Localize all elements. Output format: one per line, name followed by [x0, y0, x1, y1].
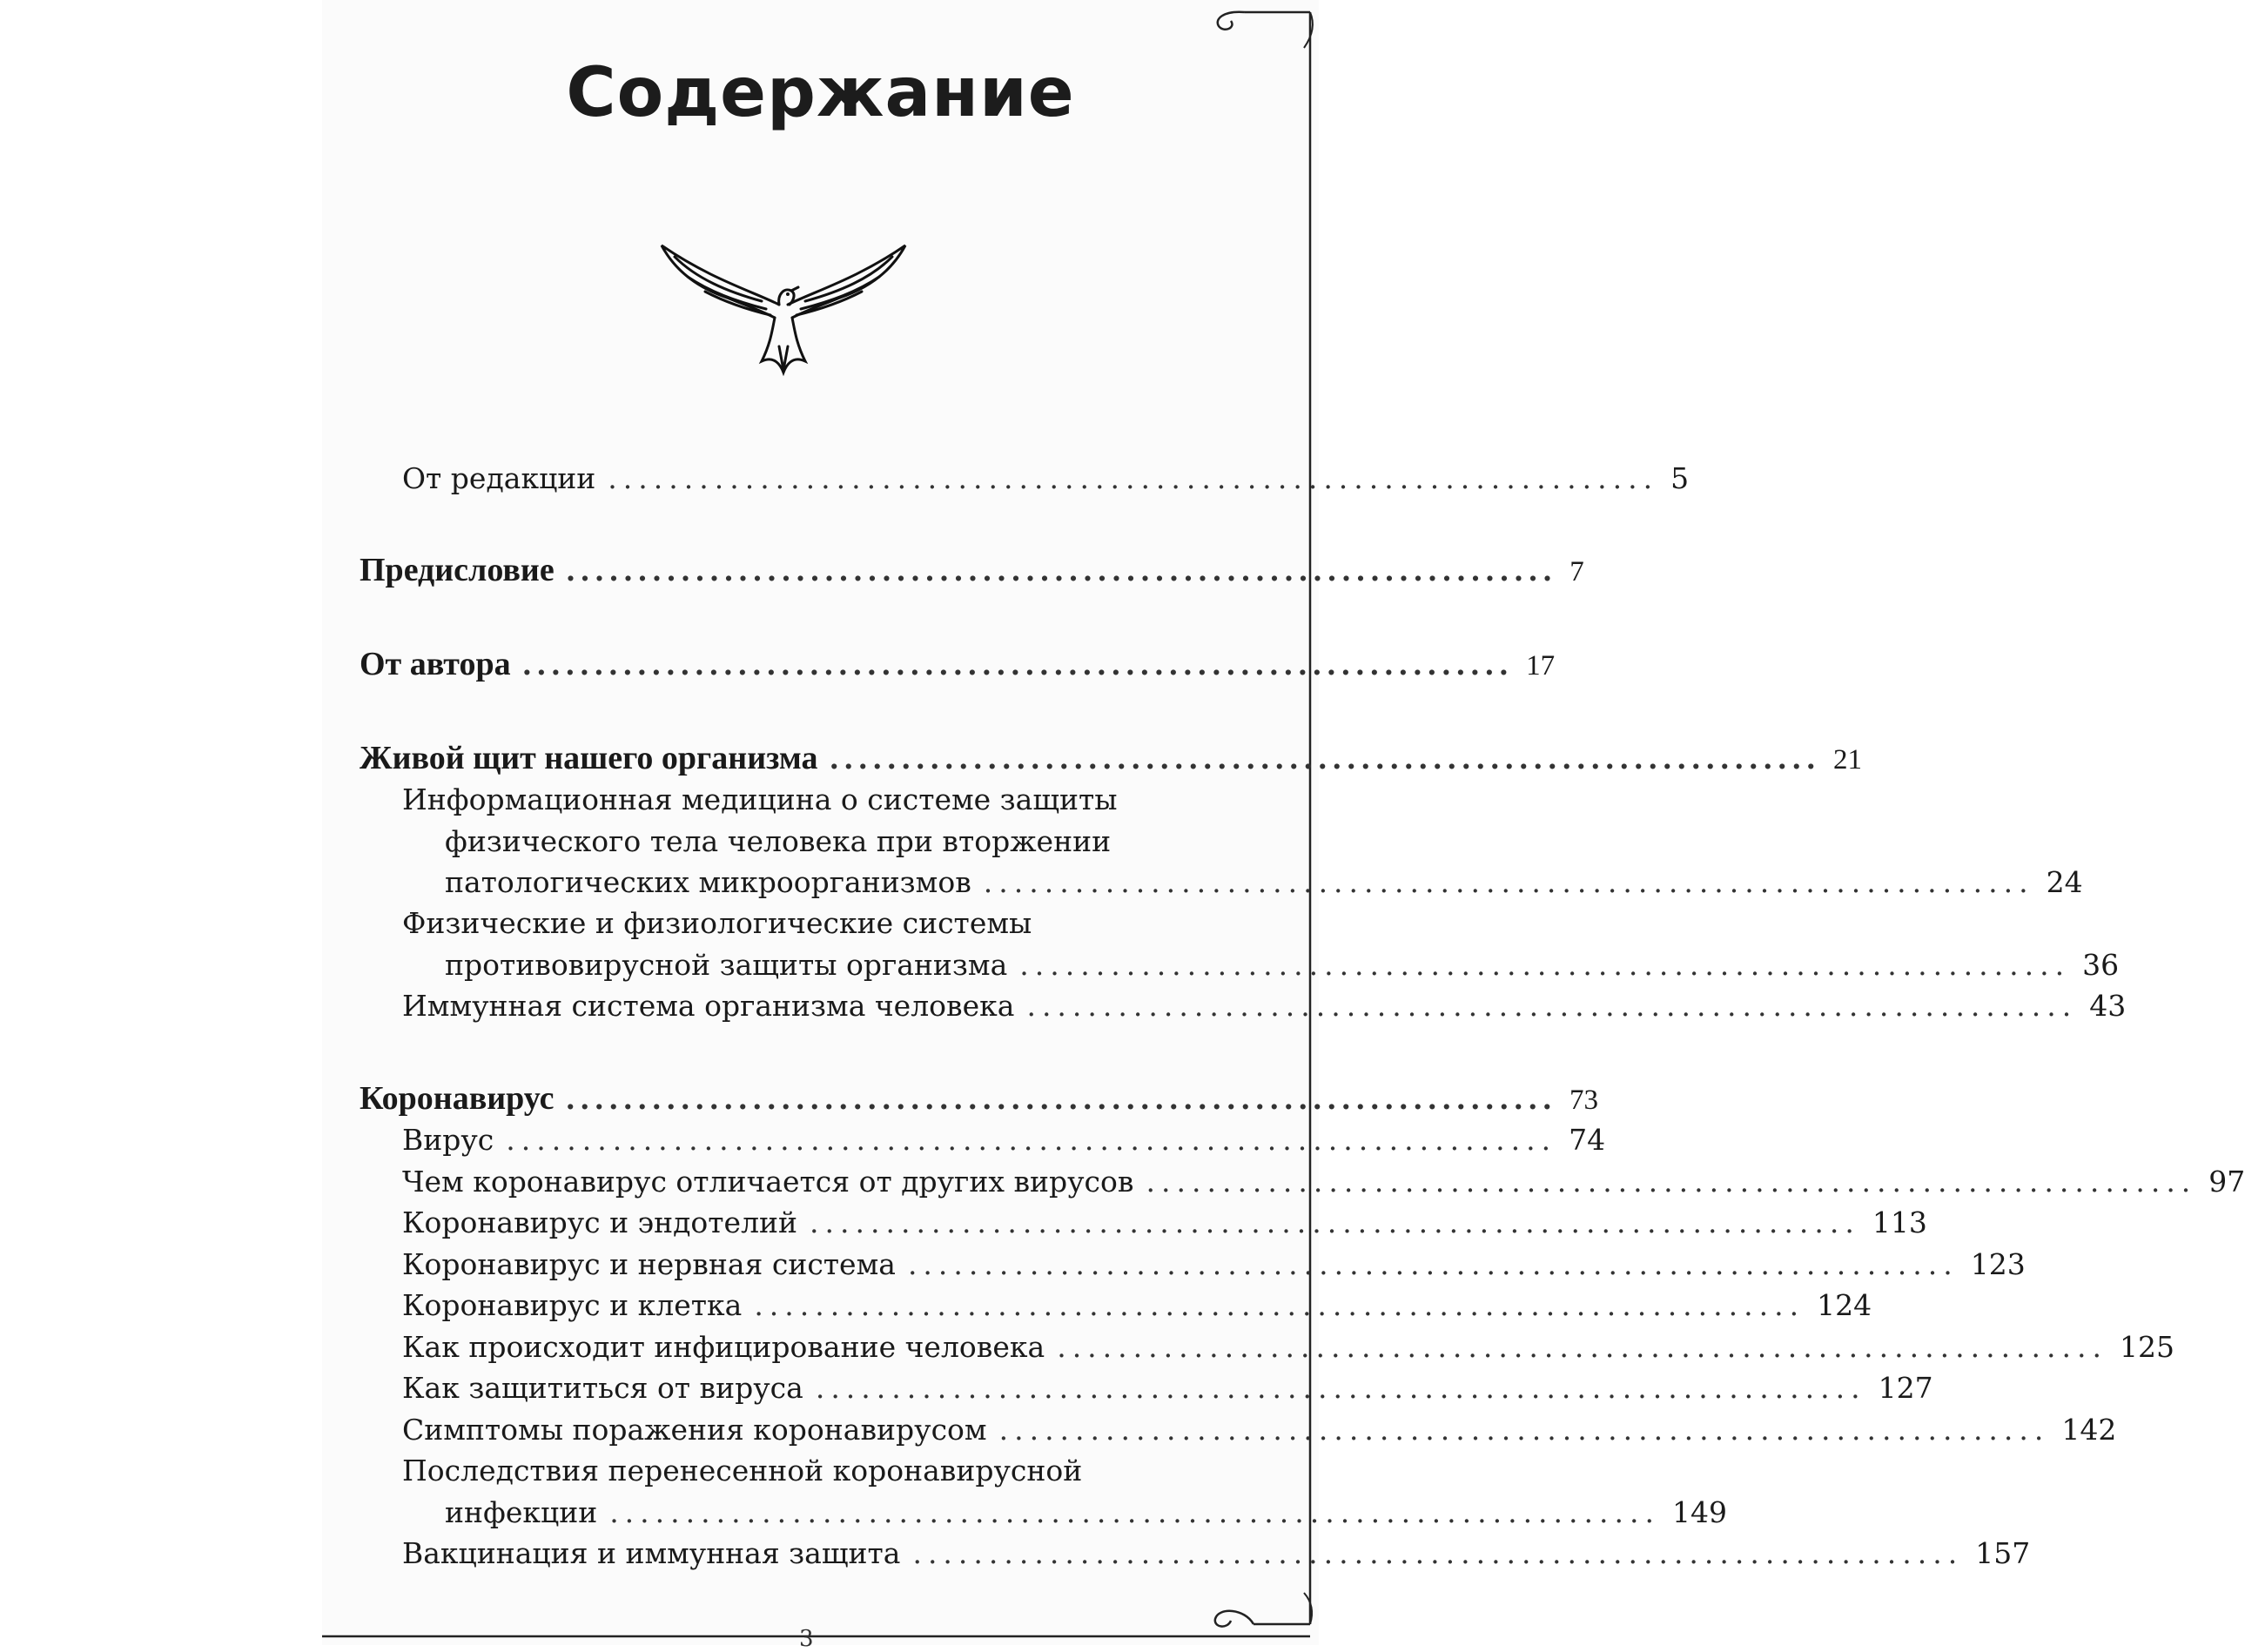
toc-entry-label: Предисловие [360, 552, 555, 588]
toc-page-number: 125 [2120, 1330, 2174, 1364]
toc-entry-line: Последствия перенесенной коронавирусной [402, 1454, 1083, 1487]
dot-leader: ..................................................................... [1057, 1330, 2107, 1364]
toc-entry-simptomy[interactable] [402, 1413, 2117, 1447]
toc-entry-label: От автора [360, 646, 511, 682]
toc-page-number: 97 [2208, 1165, 2245, 1199]
toc-entry-otlichiya[interactable] [402, 1165, 2245, 1199]
toc-entry-vaktsinatsiya[interactable] [402, 1536, 2031, 1570]
dot-leader: ..................................................................... [566, 1080, 1557, 1117]
toc-page-number: 17 [1526, 650, 1556, 682]
toc-entry-endoteliy[interactable] [402, 1205, 1927, 1239]
toc-page-number: 149 [1671, 1495, 1727, 1529]
toc-page-number: 157 [1975, 1536, 2031, 1570]
toc-entry-virus[interactable] [402, 1123, 1606, 1157]
toc-entry-label: Коронавирус и эндотелий [402, 1205, 798, 1239]
toc-page-number: 124 [1817, 1288, 1872, 1322]
toc-page-number: 113 [1872, 1205, 1927, 1239]
dot-leader: ..................................................................... [912, 1536, 1964, 1570]
dot-leader: ..................................................................... [566, 552, 1558, 588]
toc-chapter-koronavirus[interactable] [360, 1080, 1598, 1117]
page-number: 3 [799, 1626, 814, 1652]
toc-entry-kletka[interactable] [402, 1288, 1872, 1322]
toc-chapter-ot-avtora[interactable] [360, 646, 1556, 682]
toc-entry-label: Симптомы поражения коронавирусом [402, 1413, 987, 1447]
dot-leader: ..................................................................... [907, 1247, 1959, 1281]
toc-entry-fizicheskie-sistemy[interactable] [445, 948, 2120, 982]
toc-entry-label: От редакции [402, 461, 596, 495]
toc-page-number: 7 [1569, 556, 1584, 588]
toc-entry-informatsionnaya-meditsina[interactable] [445, 865, 2083, 899]
toc-entry-label: Чем коронавирус отличается от других вирусов [402, 1165, 1134, 1199]
toc-page-number: 123 [1970, 1247, 2026, 1281]
dot-leader: ..................................................................... [810, 1205, 1860, 1239]
toc-chapter-zhivoy-shchit[interactable] [360, 740, 1862, 776]
toc-entry-immunnaya-sistema[interactable] [402, 989, 2127, 1023]
toc-entry-label: противовирусной защиты организма [445, 948, 1008, 982]
dot-leader: ..................................................................... [1146, 1165, 2197, 1199]
toc-page-number: 21 [1832, 744, 1862, 776]
toc-entry-label: Как происходит инфицирование человека [402, 1330, 1045, 1364]
toc-entry-label: Коронавирус и нервная система [402, 1247, 896, 1281]
toc-entry-label: Иммунная система организма человека [402, 989, 1015, 1023]
dot-leader: ..................................................................... [983, 865, 2034, 899]
dot-leader: ..................................................................... [522, 646, 1515, 682]
toc-entry-nervnaya-sistema[interactable] [402, 1247, 2026, 1281]
dot-leader: ..................................................................... [506, 1123, 1557, 1157]
page-title: Содержание [566, 54, 1075, 132]
toc-entry-infitsirovanie[interactable] [402, 1330, 2174, 1364]
dot-leader: ..................................................................... [815, 1371, 1866, 1405]
dot-leader: ..................................................................... [998, 1413, 2050, 1447]
toc-chapter-predislovie[interactable] [360, 552, 1584, 588]
dot-leader: ..................................................................... [1019, 948, 2071, 982]
toc-page-number: 73 [1569, 1085, 1598, 1116]
toc-entry-posledstviya[interactable] [445, 1495, 1727, 1529]
toc-entry-label: инфекции [445, 1495, 598, 1529]
toc-entry-ot-redaktsii[interactable] [402, 461, 1690, 495]
toc-page-number: 142 [2061, 1413, 2117, 1447]
toc-entry-label: Коронавирус и клетка [402, 1288, 743, 1322]
dot-leader: ..................................................................... [830, 740, 1821, 776]
dot-leader: ..................................................................... [1026, 989, 2078, 1023]
toc-page-number: 127 [1878, 1371, 1933, 1405]
toc-page-number: 36 [2082, 948, 2120, 982]
toc-entry-label: Как защититься от вируса [402, 1371, 803, 1405]
toc-entry-line: физического тела человека при вторжении [445, 824, 1112, 858]
toc-entry-label: Коронавирус [360, 1080, 555, 1117]
toc-entry-label: Вакцинация и иммунная защита [402, 1536, 901, 1570]
dot-leader: ..................................................................... [608, 461, 1659, 495]
dot-leader: ..................................................................... [609, 1495, 1660, 1529]
toc-entry-label: Вирус [402, 1123, 494, 1157]
toc-entry-label: патологических микроорганизмов [445, 865, 971, 899]
toc-page-number: 24 [2046, 865, 2083, 899]
toc-entry-zashchita[interactable] [402, 1371, 1933, 1405]
toc-page-number: 5 [1670, 461, 1690, 495]
toc-entry-label: Живой щит нашего организма [360, 740, 818, 776]
toc-entry-line: Физические и физиологические системы [402, 906, 1032, 940]
dot-leader: ..................................................................... [754, 1288, 1805, 1322]
toc-page-number: 74 [1569, 1123, 1606, 1157]
toc-entry-line: Информационная медицина о системе защиты [402, 782, 1118, 816]
toc-page-number: 43 [2089, 989, 2127, 1023]
